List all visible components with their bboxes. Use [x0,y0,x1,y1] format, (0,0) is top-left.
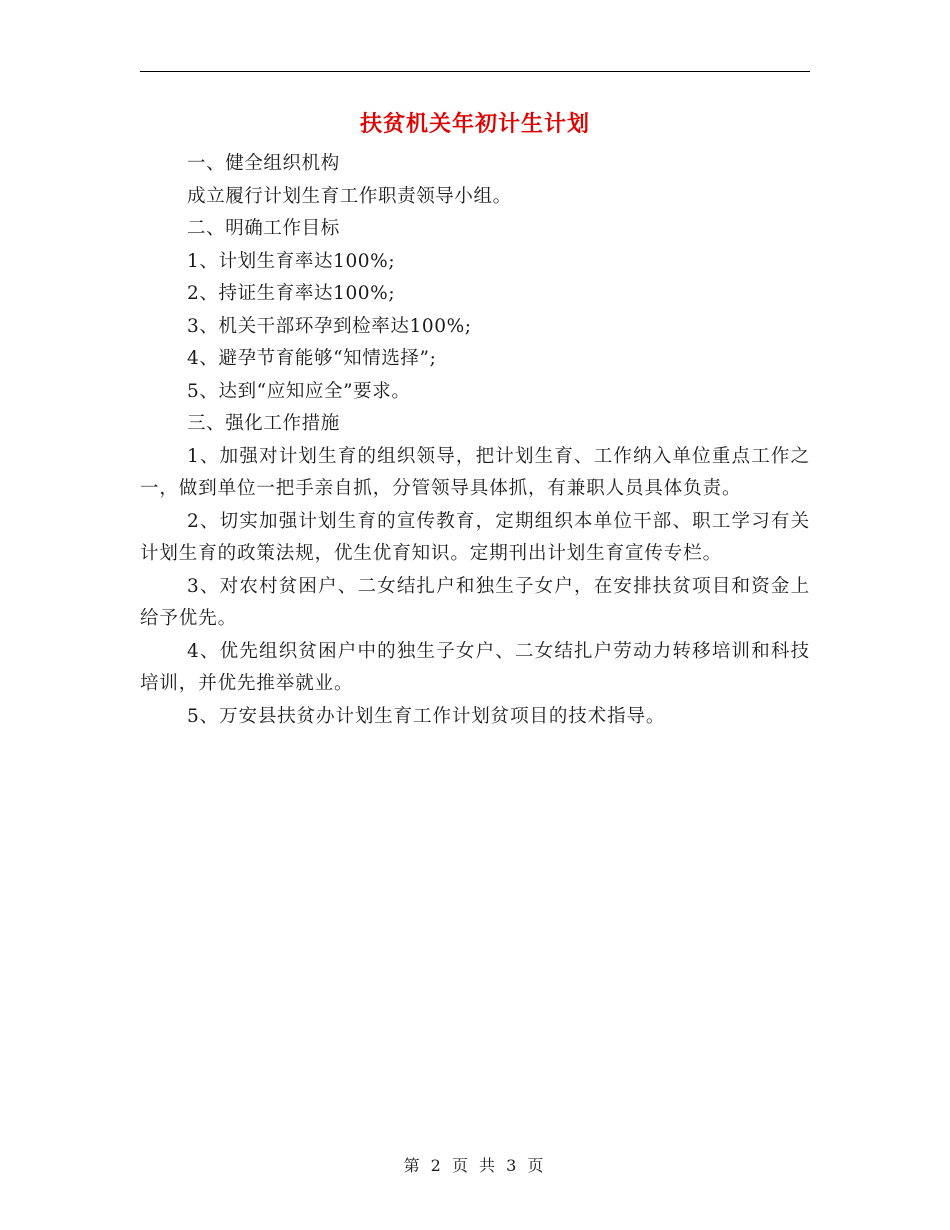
measure-paragraph: 4、优先组织贫困户中的独生子女户、二女结扎户劳动力转移培训和科技培训，并优先推举就业。 [140,640,810,694]
measure-paragraph: 2、切实加强计划生育的宣传教育，定期组织本单位干部、职工学习有关计划生育的政策法规，优生优育知识。定期刊出计划生育宣传专栏。 [140,510,810,564]
section-text: 成立履行计划生育工作职责领导小组。 [187,185,512,207]
section-heading-2: 二、明确工作目标 [187,218,340,239]
section-heading-1: 一、健全组织机构 [187,153,340,174]
goal-item: 2、持证生育率达100%; [187,283,396,304]
document-body [140,148,810,733]
measure-paragraph: 3、对农村贫困户、二女结扎户和独生子女户，在安排扶贫项目和资金上给予优先。 [140,575,810,629]
goal-item: 4、避孕节育能够“知情选择”; [187,348,437,369]
goal-item: 5、达到“应知应全”要求。 [187,380,411,402]
measure-paragraph: 5、万安县扶贫办计划生育工作计划贫项目的技术指导。 [187,705,666,727]
section-heading-3: 三、强化工作措施 [187,413,340,434]
goal-item: 1、计划生育率达100%; [187,250,396,272]
document-title: 扶贫机关年初计生计划 [359,111,590,137]
header-rule [140,71,810,72]
goal-item: 3、机关干部环孕到检率达100%; [187,315,472,337]
measure-paragraph: 1、加强对计划生育的组织领导，把计划生育、工作纳入单位重点工作之一，做到单位一把手亲自抓，分管领导具体抓，有兼职人员具体负责。 [140,445,810,499]
page-number: 第 2 页 共 3 页 [403,1156,547,1175]
